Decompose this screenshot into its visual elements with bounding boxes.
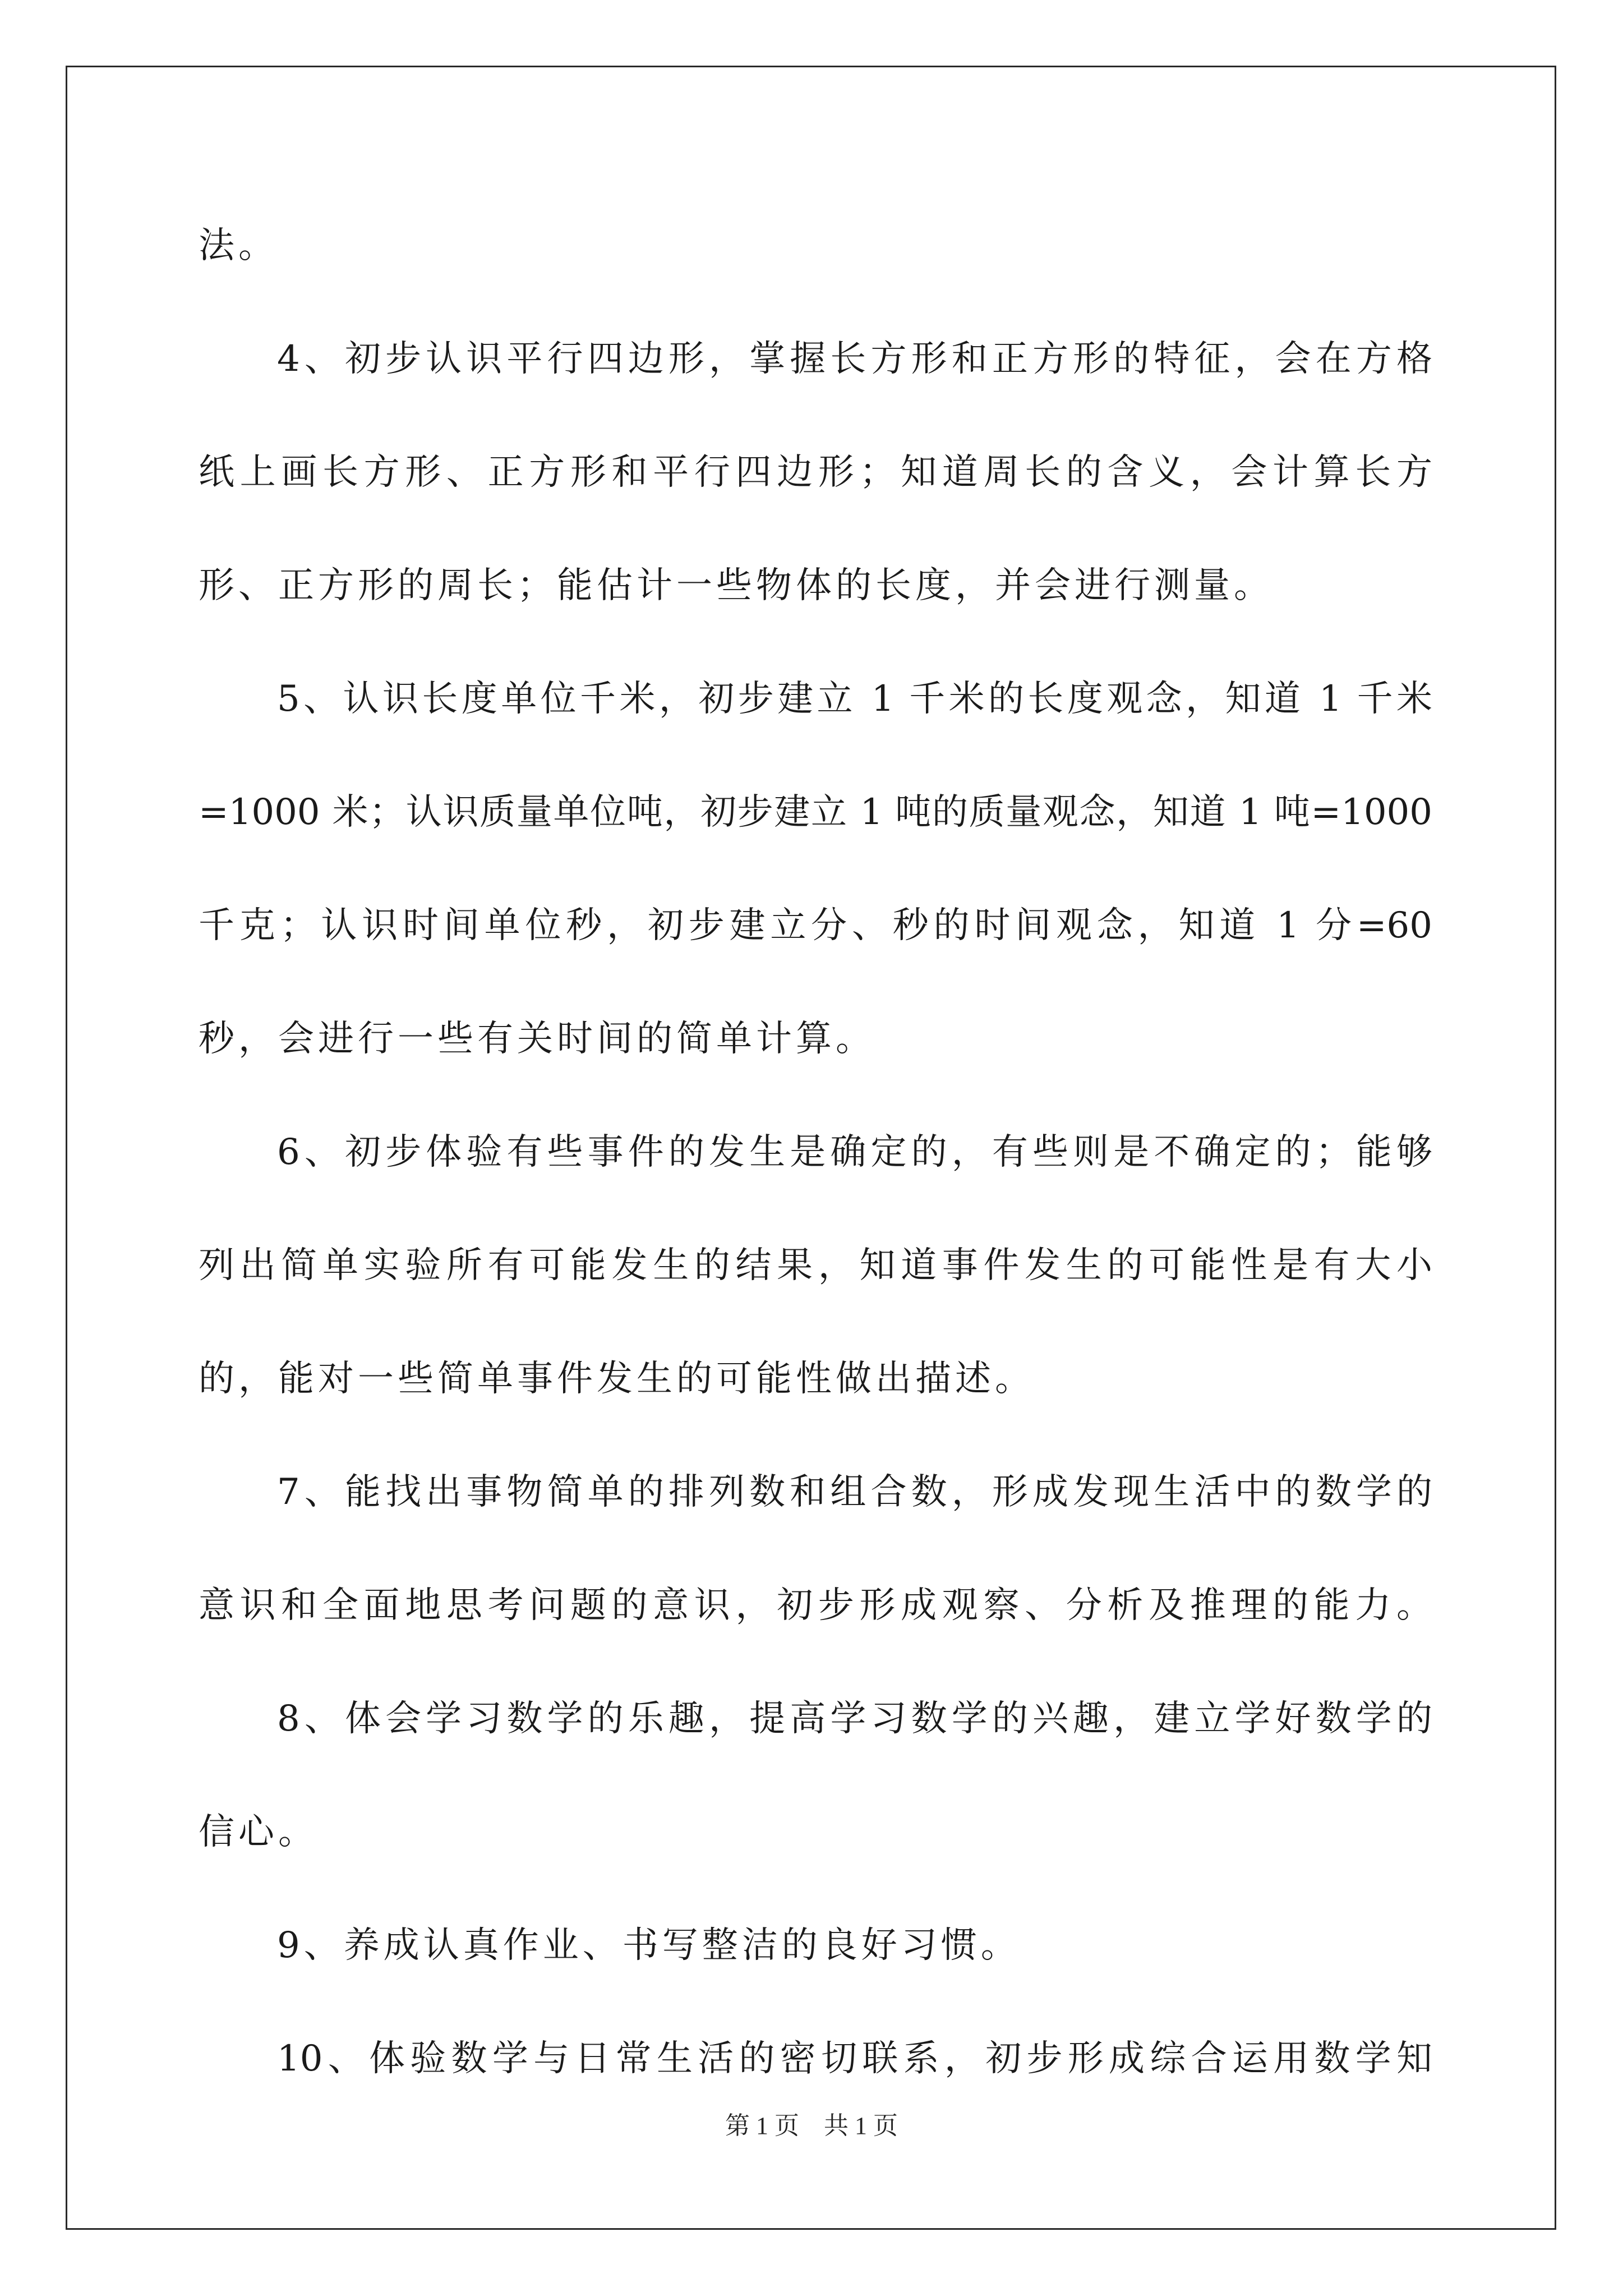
text-line: 的，能对一些简单事件发生的可能性做出描述。 <box>199 1358 1035 1400</box>
text-line: 5、认识长度单位千米，初步建立 1 千米的长度观念，知道 1 千米 <box>277 678 1432 720</box>
text-line: 8、体会学习数学的乐趣，提高学习数学的兴趣，建立学好数学的 <box>277 1698 1432 1740</box>
text-line: 千克；认识时间单位秒，初步建立分、秒的时间观念，知道 1 分=60 <box>199 905 1432 946</box>
text-line: 6、初步体验有些事件的发生是确定的，有些则是不确定的；能够 <box>277 1131 1432 1173</box>
text-line: 法。 <box>199 225 278 266</box>
page-number-footer: 第 1 页 共 1 页 <box>725 2112 898 2139</box>
text-line: 秒，会进行一些有关时间的简单计算。 <box>199 1018 875 1060</box>
text-line: 形、正方形的周长；能估计一些物体的长度，并会进行测量。 <box>199 565 1274 606</box>
text-line: 意识和全面地思考问题的意识，初步形成观察、分析及推理的能力。 <box>199 1585 1432 1626</box>
text-line: 9、养成认真作业、书写整洁的良好习惯。 <box>277 1925 1021 1966</box>
text-line: 纸上画长方形、正方形和平行四边形；知道周长的含义，会计算长方 <box>199 452 1432 493</box>
text-line: 列出简单实验所有可能发生的结果，知道事件发生的可能性是有大小 <box>199 1245 1432 1286</box>
text-line: =1000 米；认识质量单位吨，初步建立 1 吨的质量观念，知道 1 吨=1000 <box>199 792 1432 833</box>
text-line: 10、体验数学与日常生活的密切联系，初步形成综合运用数学知 <box>277 2038 1432 2079</box>
text-line: 7、能找出事物简单的排列数和组合数，形成发现生活中的数学的 <box>277 1471 1432 1513</box>
text-line: 4、初步认识平行四边形，掌握长方形和正方形的特征，会在方格 <box>277 338 1432 380</box>
text-line: 信心。 <box>199 1811 318 1853</box>
